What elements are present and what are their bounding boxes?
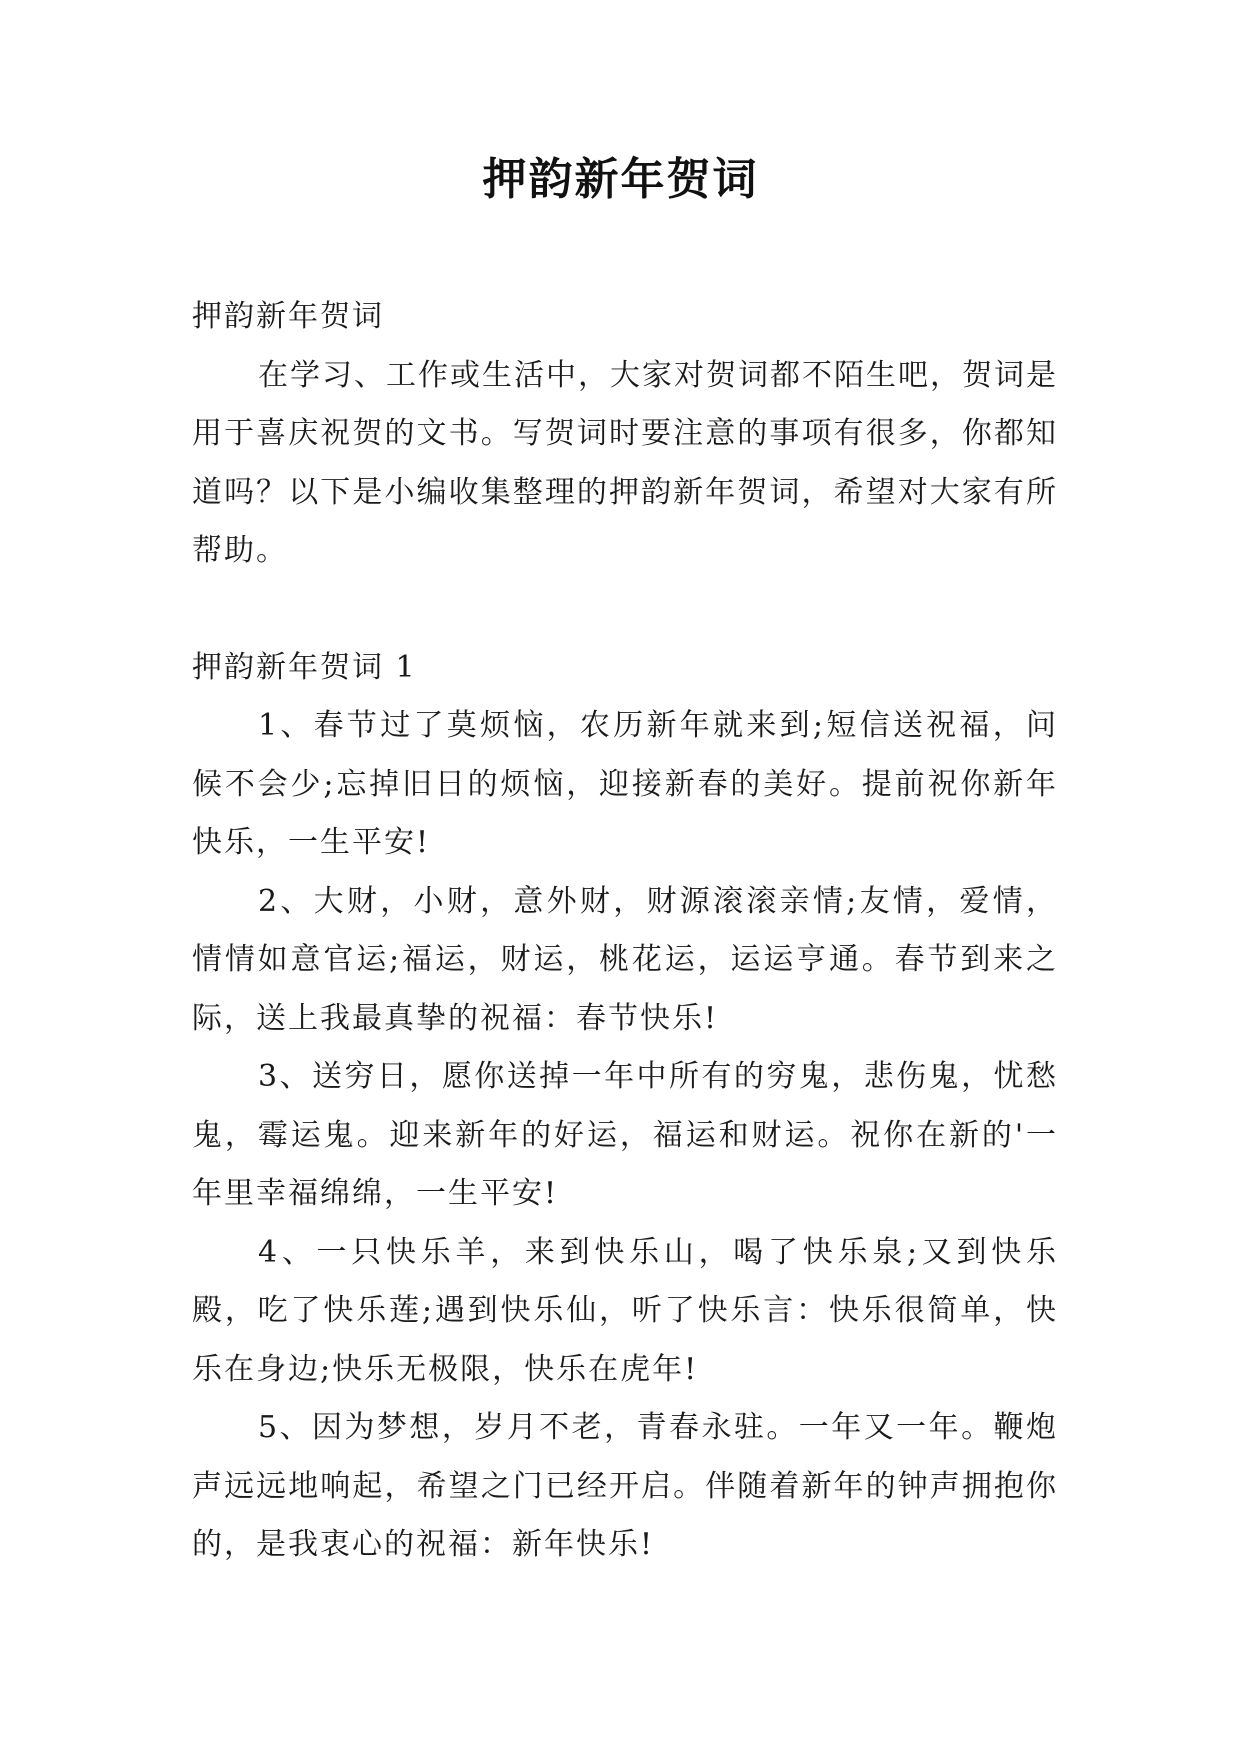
document-body	[192, 288, 1058, 1575]
greeting-item-4: 4、一只快乐羊，来到快乐山，喝了快乐泉;又到快乐殿，吃了快乐莲;遇到快乐仙，听了快乐言：快乐很简单，快乐在身边;快乐无极限，快乐在虎年!	[192, 1234, 1058, 1387]
greeting-item-5: 5、因为梦想，岁月不老，青春永驻。一年又一年。鞭炮声远远地响起，希望之门已经开启。伴随着新年的钟声拥抱你的，是我衷心的祝福：新年快乐!	[192, 1410, 1058, 1562]
paragraph-spacer	[192, 581, 1058, 639]
greeting-item-2: 2、大财，小财，意外财，财源滚滚亲情;友情，爱情，情情如意官运;福运，财运，桃花运，运运亨通。春节到来之际，送上我最真挚的祝福：春节快乐!	[192, 883, 1058, 1036]
subtitle: 押韵新年贺词	[192, 299, 384, 334]
greeting-item-1: 1、春节过了莫烦恼，农历新年就来到;短信送祝福，问候不会少;忘掉旧日的烦恼，迎接新春的美好。提前祝你新年快乐，一生平安!	[192, 708, 1058, 860]
document-title: 押韵新年贺词	[482, 154, 759, 205]
intro-paragraph: 在学习、工作或生活中，大家对贺词都不陌生吧，贺词是用于喜庆祝贺的文书。写贺词时要注意的事项有很多，你都知道吗？以下是小编收集整理的押韵新年贺词，希望对大家有所帮助。	[192, 357, 1058, 568]
greeting-item-3: 3、送穷日，愿你送掉一年中所有的穷鬼，悲伤鬼，忧愁鬼，霉运鬼。迎来新年的好运，福运和财运。祝你在新的'一年里幸福绵绵，一生平安!	[192, 1059, 1058, 1211]
section-heading: 押韵新年贺词 1	[192, 649, 417, 685]
